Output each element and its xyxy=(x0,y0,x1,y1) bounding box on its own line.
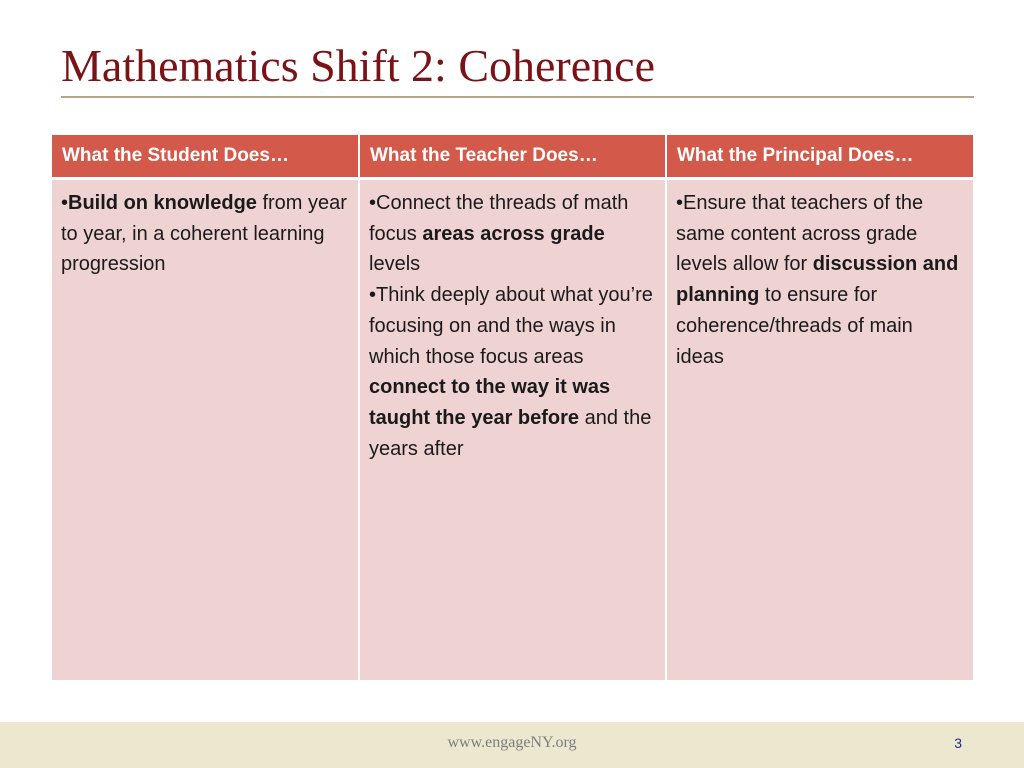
shift-table-container xyxy=(52,135,973,680)
principal-text: to ensure for coherence/threads of main ideas xyxy=(676,284,913,368)
student-text: from year to year, in a coherent learning progression xyxy=(61,192,347,276)
footer-bar xyxy=(0,722,1024,768)
slide-title: Mathematics Shift 2: Coherence xyxy=(61,40,656,91)
bullet-marker: • xyxy=(369,284,377,307)
table-header-row xyxy=(52,135,973,179)
table-row xyxy=(52,179,973,681)
header-teacher: What the Teacher Does… xyxy=(359,135,666,179)
teacher-text: and the years after xyxy=(369,406,652,460)
student-bold-text: Build on knowledge xyxy=(68,192,257,214)
teacher-text: levels xyxy=(369,253,421,276)
principal-bold-text: discussion and planning xyxy=(676,253,959,307)
cell-student xyxy=(52,179,359,681)
cell-principal xyxy=(666,179,973,681)
teacher-bullet-2 xyxy=(369,280,656,464)
page-number: 3 xyxy=(954,735,962,751)
teacher-text: Connect the threads of math focus xyxy=(369,192,629,245)
bullet-marker: • xyxy=(61,192,69,214)
teacher-bullet-1 xyxy=(369,188,656,280)
header-principal: What the Principal Does… xyxy=(666,135,973,179)
principal-text: Ensure that teachers of the same content across grade levels allow for xyxy=(676,192,924,276)
shift-table xyxy=(52,135,973,680)
header-student: What the Student Does… xyxy=(52,135,359,179)
principal-bullet-1 xyxy=(676,188,964,372)
footer-url: www.engageNY.org xyxy=(447,734,577,751)
teacher-bold-text: connect to the way it was taught the year before xyxy=(369,376,611,429)
cell-teacher xyxy=(359,179,666,681)
title-divider xyxy=(61,96,974,98)
teacher-bold-text: areas across grade xyxy=(422,222,605,245)
student-bullet-1 xyxy=(61,188,349,280)
bullet-marker: • xyxy=(676,192,684,214)
bullet-marker: • xyxy=(369,192,377,214)
teacher-text: Think deeply about what you’re focusing on and the ways in which those focus areas xyxy=(369,284,653,368)
